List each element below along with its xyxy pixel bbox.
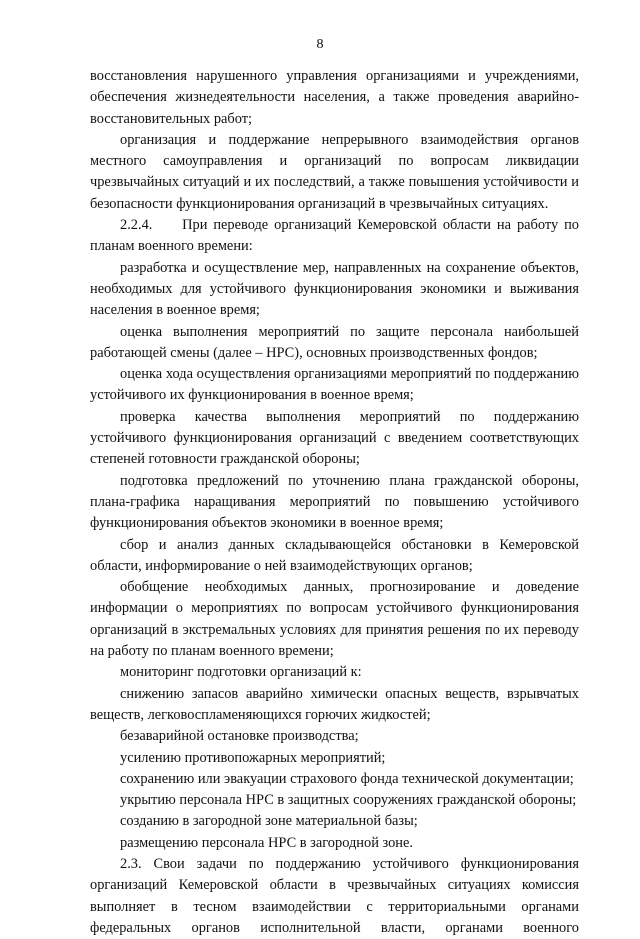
paragraph: оценка выполнения мероприятий по защите персонала наибольшей работающей смены (далее – НРС), основных производственных фондов; <box>90 323 579 361</box>
paragraph: разработка и осуществление мер, направленных на сохранение объектов, необходимых для устойчивого функционирования экономики и выживания населения в военное время; <box>90 259 579 319</box>
paragraph: размещению персонала НРС в загородной зоне. <box>120 834 413 851</box>
paragraph: созданию в загородной зоне материальной базы; <box>120 813 418 830</box>
paragraph: восстановления нарушенного управления организациями и учреждениями, обеспечения жизнедеятельности населения, а также проведения аварийно-восстановительных работ; <box>90 68 579 127</box>
paragraph: сбор и анализ данных складывающейся обстановки в Кемеровской области, информирование о ней взаимодействующих органов; <box>90 536 579 574</box>
paragraph: обобщение необходимых данных, прогнозирование и доведение информации о мероприятиях по вопросам устойчивого функционирования организаций в экстремальных условиях для принятия решения по их переводу на работу по планам военного времени; <box>90 579 579 660</box>
paragraph: усилению противопожарных мероприятий; <box>120 749 386 766</box>
paragraph: безаварийной остановке производства; <box>120 728 359 745</box>
paragraph: подготовка предложений по уточнению плана гражданской обороны, плана-графика наращивания мероприятий по повышению устойчивого функционирования объектов экономики в военное время; <box>90 472 579 532</box>
document-body <box>90 66 579 939</box>
paragraph: снижению запасов аварийно химически опасных веществ, взрывчатых веществ, легковоспламеняющихся горючих жидкостей; <box>90 685 579 723</box>
paragraph: мониторинг подготовки организаций к: <box>120 664 362 681</box>
paragraph: проверка качества выполнения мероприятий по поддержанию устойчивого функционирования организаций с введением соответствующих степеней готовности гражданской обороны; <box>90 408 579 468</box>
paragraph: организация и поддержание непрерывного взаимодействия органов местного самоуправления и организаций по вопросам ликвидации чрезвычайных ситуаций и их последствий, а также повышения устойчивости и безопасности функционирования организаций в чрезвычайных ситуациях. <box>90 131 579 212</box>
paragraph: укрытию персонала НРС в защитных сооружениях гражданской обороны; <box>120 792 577 809</box>
paragraph: сохранению или эвакуации страхового фонда технической документации; <box>120 770 574 787</box>
page-number: 8 <box>316 37 324 52</box>
paragraph: оценка хода осуществления организациями мероприятий по поддержанию устойчивого их функционирования в военное время; <box>90 366 579 404</box>
paragraph: 2.3. Свои задачи по поддержанию устойчивого функционирования организаций Кемеровской области в чрезвычайных ситуациях комиссия выполняет в тесном взаимодействии с территориальными органами федеральных органов исполнительной власти, органами военного <box>90 855 579 936</box>
paragraph: 2.2.4. При переводе организаций Кемеровской области на работу по планам военного времени: <box>90 217 579 255</box>
